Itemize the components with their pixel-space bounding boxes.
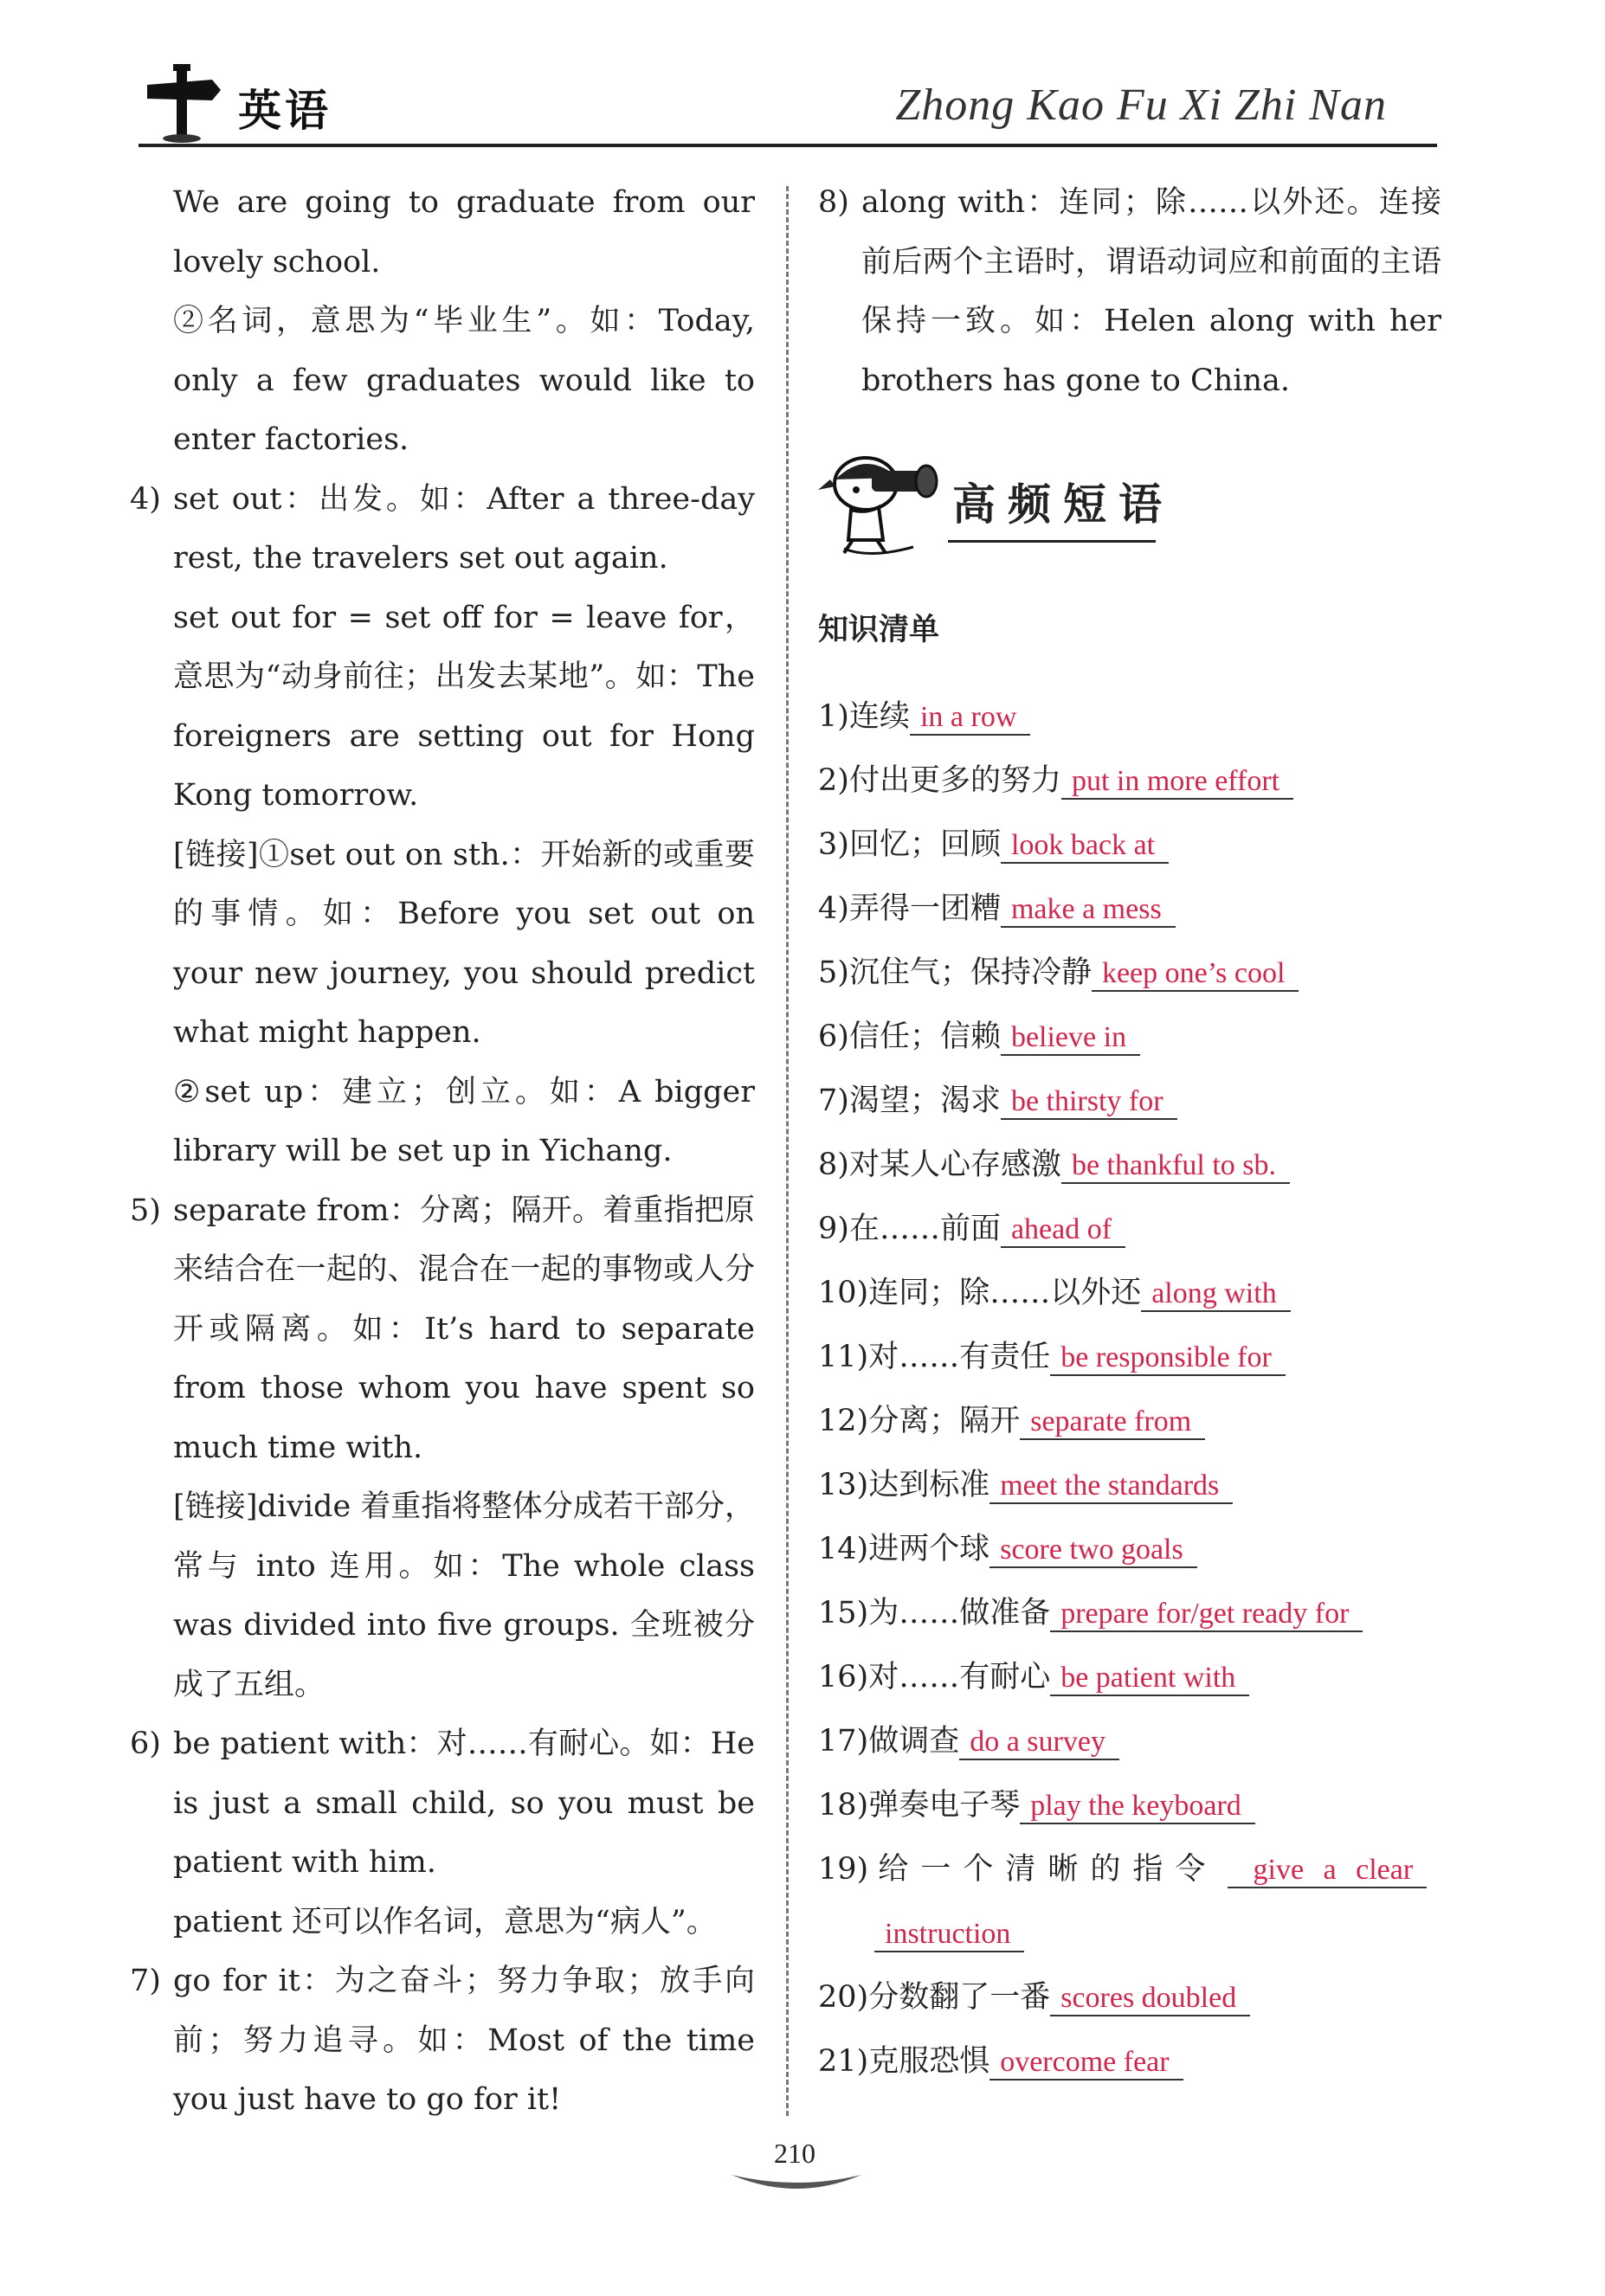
entry-link: [链接]divide 着重指将整体分成若干部分，常与 into 连用。如：The whole class was divided into five groups. 全班被分成了五组。 [173, 1489, 755, 1702]
entry-text: be patient with：对……有耐心。如：He is just a small child, so you must be patient with him. [173, 1727, 755, 1880]
section-title: 高频短语 [952, 479, 1174, 530]
phrase-item-19 [818, 1837, 1441, 1901]
phrase-chinese: 在……前面 [848, 1211, 1001, 1246]
phrase-item [818, 813, 1441, 877]
noun-note: ②名词，意思为“毕业生”。如：Today, only a few graduates would like to enter factories. [173, 304, 755, 457]
phrase-answer: ahead of [1001, 1213, 1125, 1248]
phrase-chinese: 对某人心存感激 [848, 1147, 1061, 1182]
entry-number: 7) [130, 1964, 161, 1998]
phrase-chinese: 弹奏电子琴 [868, 1787, 1021, 1823]
phrase-number: 5) [818, 955, 849, 990]
mascot-telescope-icon [818, 445, 948, 557]
phrase-item [818, 1517, 1441, 1581]
page-number: 210 [774, 2138, 815, 2169]
entry-text: set out：出发。如：After a three-day rest, the travelers set out again. [173, 481, 755, 576]
book-title: Zhong Kao Fu Xi Zhi Nan [895, 80, 1387, 130]
entry-text: along with：连同；除……以外还。连接前后两个主语时，谓语动词应和前面的主语保持一致。如：Helen along with her brothers has gone to China. [861, 185, 1441, 398]
phrase-answer: be responsible for [1050, 1341, 1286, 1376]
entry-link: [链接]①set out on sth.：开始新的或重要的事情。如：Before you set out on your new journey, you should predict what might happen. [173, 837, 755, 1050]
phrase-item [818, 1965, 1441, 2029]
entry-number: 4) [130, 481, 161, 517]
phrase-answer: along with [1141, 1277, 1290, 1312]
phrase-answer: be thirsty for [1001, 1085, 1177, 1120]
phrase-number: 10) [818, 1275, 869, 1310]
entry-5 [130, 1181, 755, 1715]
phrase-answer: overcome fear [989, 2046, 1183, 2081]
phrase-chinese: 连续 [848, 698, 910, 734]
phrase-number: 18) [818, 1787, 869, 1823]
entry-number: 6) [130, 1727, 161, 1761]
phrase-answer: do a survey [959, 1726, 1119, 1760]
phrase-chinese: 回忆；回顾 [848, 826, 1001, 862]
phrase-number: 4) [818, 891, 849, 926]
section-underline [948, 540, 1156, 543]
header-rule [139, 144, 1437, 147]
phrase-number: 20) [818, 1979, 869, 2015]
phrase-answer: be patient with [1050, 1662, 1249, 1696]
entry-note: set out for = set off for = leave for，意思为“动身前往；出发去某地”。如：The foreigners are setting out for Hong Kong tomorrow. [173, 600, 755, 813]
entry-7 [130, 1952, 755, 2130]
phrase-item [818, 877, 1441, 941]
section-header [818, 445, 1441, 566]
phrase-list-2 [818, 1965, 1441, 2093]
phrase-answer: be thankful to sb. [1061, 1149, 1290, 1184]
phrase-number: 21) [818, 2043, 869, 2079]
phrase-chinese: 为……做准备 [868, 1595, 1051, 1630]
entry-8 [818, 173, 1441, 410]
knowledge-list-heading: 知识清单 [818, 613, 940, 647]
phrase-chinese: 给一个清晰的指令 [878, 1851, 1218, 1887]
phrase-item [818, 2029, 1441, 2093]
phrase-item [818, 749, 1441, 813]
phrase-chinese: 弄得一团糟 [848, 891, 1001, 926]
phrase-chinese: 对……有责任 [868, 1339, 1051, 1374]
phrase-number: 19) [818, 1851, 869, 1887]
phrase-chinese: 沉住气；保持冷静 [848, 955, 1092, 990]
phrase-number: 16) [818, 1659, 869, 1695]
continued-paragraph: We are going to graduate from our lovely school. [173, 185, 755, 280]
phrase-number: 8) [818, 1147, 849, 1182]
phrase-item [818, 1581, 1441, 1645]
phrase-answer: play the keyboard [1020, 1790, 1255, 1824]
phrase-chinese: 信任；信赖 [848, 1019, 1001, 1054]
phrase-number: 9) [818, 1211, 849, 1246]
phrase-item [818, 1005, 1441, 1069]
phrase-item [818, 1261, 1441, 1325]
entry-text: go for it：为之奋斗；努力争取；放手向前；努力追寻。如：Most of the time you just have to go for it! [173, 1964, 755, 2117]
phrase-number: 17) [818, 1723, 869, 1759]
entry-6 [130, 1714, 755, 1952]
phrase-item [818, 941, 1441, 1005]
subject-title: 英语 [238, 86, 332, 136]
phrase-item [818, 1069, 1441, 1133]
phrase-chinese: 连同；除……以外还 [868, 1275, 1142, 1310]
phrase-answer: separate from [1020, 1405, 1205, 1440]
phrase-item [818, 1773, 1441, 1837]
phrase-number: 6) [818, 1019, 849, 1054]
phrase-answer: scores doubled [1050, 1982, 1250, 2016]
phrase-item [818, 1197, 1441, 1261]
phrase-number: 11) [818, 1339, 869, 1374]
phrase-chinese: 分数翻了一番 [868, 1979, 1051, 2015]
phrase-answer: instruction [874, 1918, 1024, 1952]
phrase-answer: look back at [1001, 829, 1169, 864]
entry-text: separate from：分离；隔开。着重指把原来结合在一起的、混合在一起的事物或人分开或隔离。如：It’s hard to separate from those whom you have spent so much time with. [173, 1193, 755, 1465]
phrase-number: 15) [818, 1595, 869, 1630]
page-header [139, 61, 1437, 147]
phrase-answer: believe in [1001, 1021, 1140, 1056]
phrase-number: 1) [818, 698, 849, 734]
entry-number: 8) [818, 185, 849, 220]
right-column [818, 173, 1441, 2093]
phrase-answer: in a row [910, 701, 1030, 736]
phrase-number: 12) [818, 1403, 869, 1438]
phrase-item [818, 685, 1441, 749]
phrase-chinese: 分离；隔开 [868, 1403, 1021, 1438]
phrase-number: 14) [818, 1531, 869, 1566]
phrase-item-19-cont [818, 1901, 1441, 1965]
phrase-number: 7) [818, 1083, 849, 1118]
page-swoosh-icon [727, 2168, 866, 2194]
left-column [130, 173, 755, 2130]
phrase-answer: give a clear [1228, 1854, 1428, 1888]
phrase-item [818, 1453, 1441, 1517]
phrase-item [818, 1325, 1441, 1389]
entry-4 [130, 470, 755, 1181]
phrase-chinese: 达到标准 [868, 1467, 990, 1502]
phrase-chinese: 付出更多的努力 [848, 762, 1061, 798]
phrase-number: 3) [818, 826, 849, 862]
phrase-item [818, 1709, 1441, 1773]
entry-note: patient 还可以作名词，意思为“病人”。 [173, 1904, 717, 1939]
phrase-answer: keep one’s cool [1092, 957, 1299, 992]
phrase-list [818, 685, 1441, 1837]
signpost-icon [139, 61, 225, 143]
column-divider [786, 186, 789, 2116]
phrase-chinese: 进两个球 [868, 1531, 990, 1566]
phrase-item [818, 1645, 1441, 1709]
phrase-answer: score two goals [989, 1534, 1197, 1568]
entry-link: ②set up：建立；创立。如：A bigger library will be set up in Yichang. [173, 1074, 755, 1168]
phrase-answer: meet the standards [989, 1470, 1233, 1504]
phrase-number: 2) [818, 762, 849, 798]
phrase-answer: prepare for/get ready for [1050, 1598, 1363, 1632]
phrase-answer: put in more effort [1061, 765, 1293, 800]
entry-number: 5) [130, 1193, 161, 1228]
phrase-chinese: 对……有耐心 [868, 1659, 1051, 1695]
phrase-number: 13) [818, 1467, 869, 1502]
phrase-chinese: 克服恐惧 [868, 2043, 990, 2079]
phrase-answer: make a mess [1001, 893, 1176, 928]
phrase-chinese: 渴望；渴求 [848, 1083, 1001, 1118]
phrase-item [818, 1389, 1441, 1453]
phrase-chinese: 做调查 [868, 1723, 960, 1759]
phrase-item [818, 1133, 1441, 1197]
